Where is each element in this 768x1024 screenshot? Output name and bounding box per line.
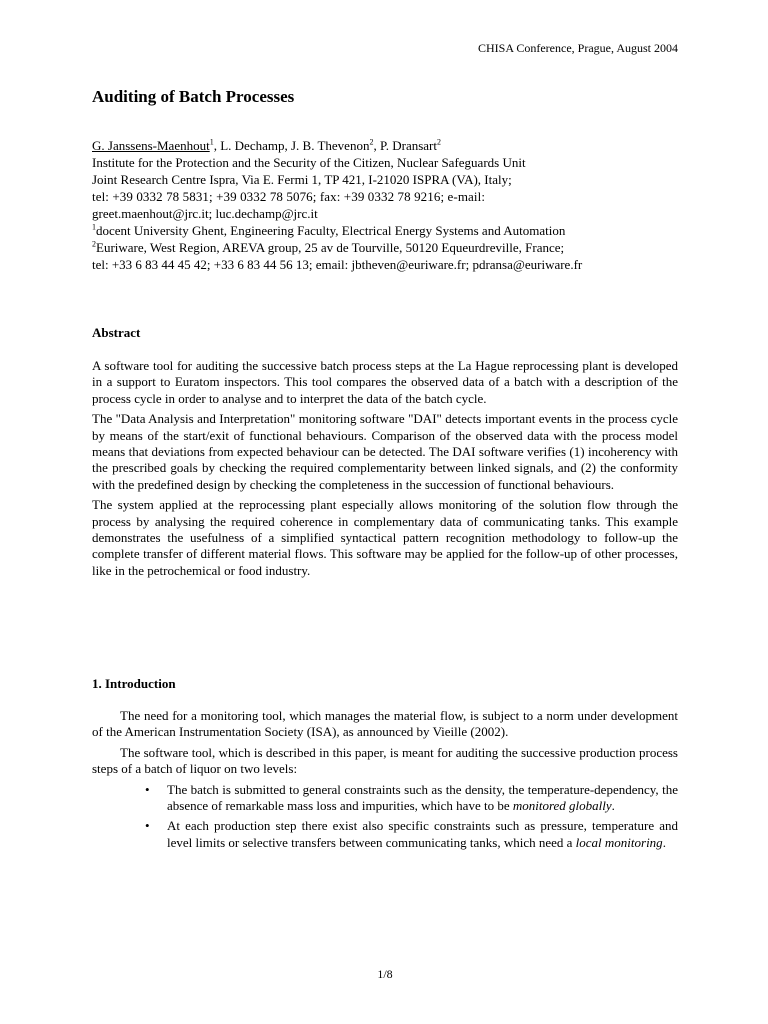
footnote-line [92,239,678,256]
introduction-paragraph: The need for a monitoring tool, which manages the material flow, is subject to a norm under development of the American Instrumentation Society (ISA), as announced by Vieille (2002). [92,708,678,740]
introduction-body [92,708,678,855]
bullet-emphasis: local monitoring [575,834,663,850]
author-names: , L. Dechamp, J. B. Thevenon [213,138,370,153]
author-superscript: 1 [209,137,214,147]
abstract-heading: Abstract [92,325,141,340]
author-list [92,137,678,154]
bullet-icon: • [145,818,150,834]
footnote-line [92,222,678,239]
bullet-icon: • [145,781,150,797]
bullet-item [145,818,678,851]
abstract-paragraph: The system applied at the reprocessing plant especially allows monitoring of the solution flow through the process by analysing the required coherence in complementary data of communicating tanks. This example demonstrates the usefulness of a simplified syntactical pattern recognition methodology to follow-up the complete transfer of different material flows. This software may be applied for the follow-up of other processes, like in the petrochemical or food industry. [92,497,678,578]
bullet-text: At each production step there exist also specific constraints such as pressure, temperature and level limits or selective transfers between communicating tanks, which need a [167,818,678,850]
footnote-text: docent University Ghent, Engineering Faculty, Electrical Energy Systems and Automation [96,223,566,238]
bullet-list [92,782,678,852]
running-header: CHISA Conference, Prague, August 2004 [478,41,678,55]
abstract-paragraph: A software tool for auditing the successive batch process steps at the La Hague reprocessing plant is developed in a support to Euratom inspectors. This tool compares the observed data of a batch with a description of the process cycle in order to analyse and to interpret the data of the batch cycle. [92,358,678,406]
bullet-tail: . [611,798,615,814]
bullet-item [145,781,678,815]
bullet-emphasis: monitored globally [512,798,612,814]
first-author: G. Janssens-Maenhout [92,138,210,153]
page-number: 1/8 [377,967,393,981]
footnote-text: Euriware, West Region, AREVA group, 25 av de Tourville, 50120 Equeurdreville, France; [96,240,565,255]
bullet-text: The batch is submitted to general constraints such as the density, the temperature-dependency, the absence of remarkable mass loss and impurities, which have to be [167,781,678,814]
footnote-mark: 2 [92,239,96,249]
paper-page [92,0,678,1024]
affiliation-line: greet.maenhout@jrc.it; luc.dechamp@jrc.it [92,206,318,221]
abstract-body [92,358,678,583]
contact-line: tel: +33 6 83 44 45 42; +33 6 83 44 56 13; email: jbtheven@euriware.fr; pdransa@euriware.fr [92,257,583,272]
bullet-tail: . [662,834,666,850]
introduction-paragraph: The software tool, which is described in this paper, is meant for auditing the successive production process steps of a batch of liquor on two levels: [92,744,678,777]
paper-title: Auditing of Batch Processes [92,87,295,106]
author-superscript: 2 [369,137,374,147]
abstract-paragraph: The "Data Analysis and Interpretation" monitoring software "DAI" detects important events in the process cycle by means of the start/exit of functional behaviours. Comparison of the observed data with the process model means that deviations from expected behaviour can be detected. The DAI software verifies (1) incoherency with the prescribed goals by checking the required complementarity between linked signals, and (2) the conformity with the predefined design by checking the completeness in the succession of functional behaviours. [92,411,678,492]
affiliation-line: Joint Research Centre Ispra, Via E. Fermi 1, TP 421, I-21020 ISPRA (VA), Italy; [92,172,512,187]
author-superscript: 2 [437,137,441,147]
affiliation-line: tel: +39 0332 78 5831; +39 0332 78 5076; fax: +39 0332 78 9216; e-mail: [92,189,486,204]
footnote-mark: 1 [92,222,96,232]
author-names: , P. Dransart [373,138,437,153]
affiliation-line: Institute for the Protection and the Security of the Citizen, Nuclear Safeguards Unit [92,155,526,170]
authors-block [92,137,678,273]
introduction-heading: 1. Introduction [92,676,176,691]
